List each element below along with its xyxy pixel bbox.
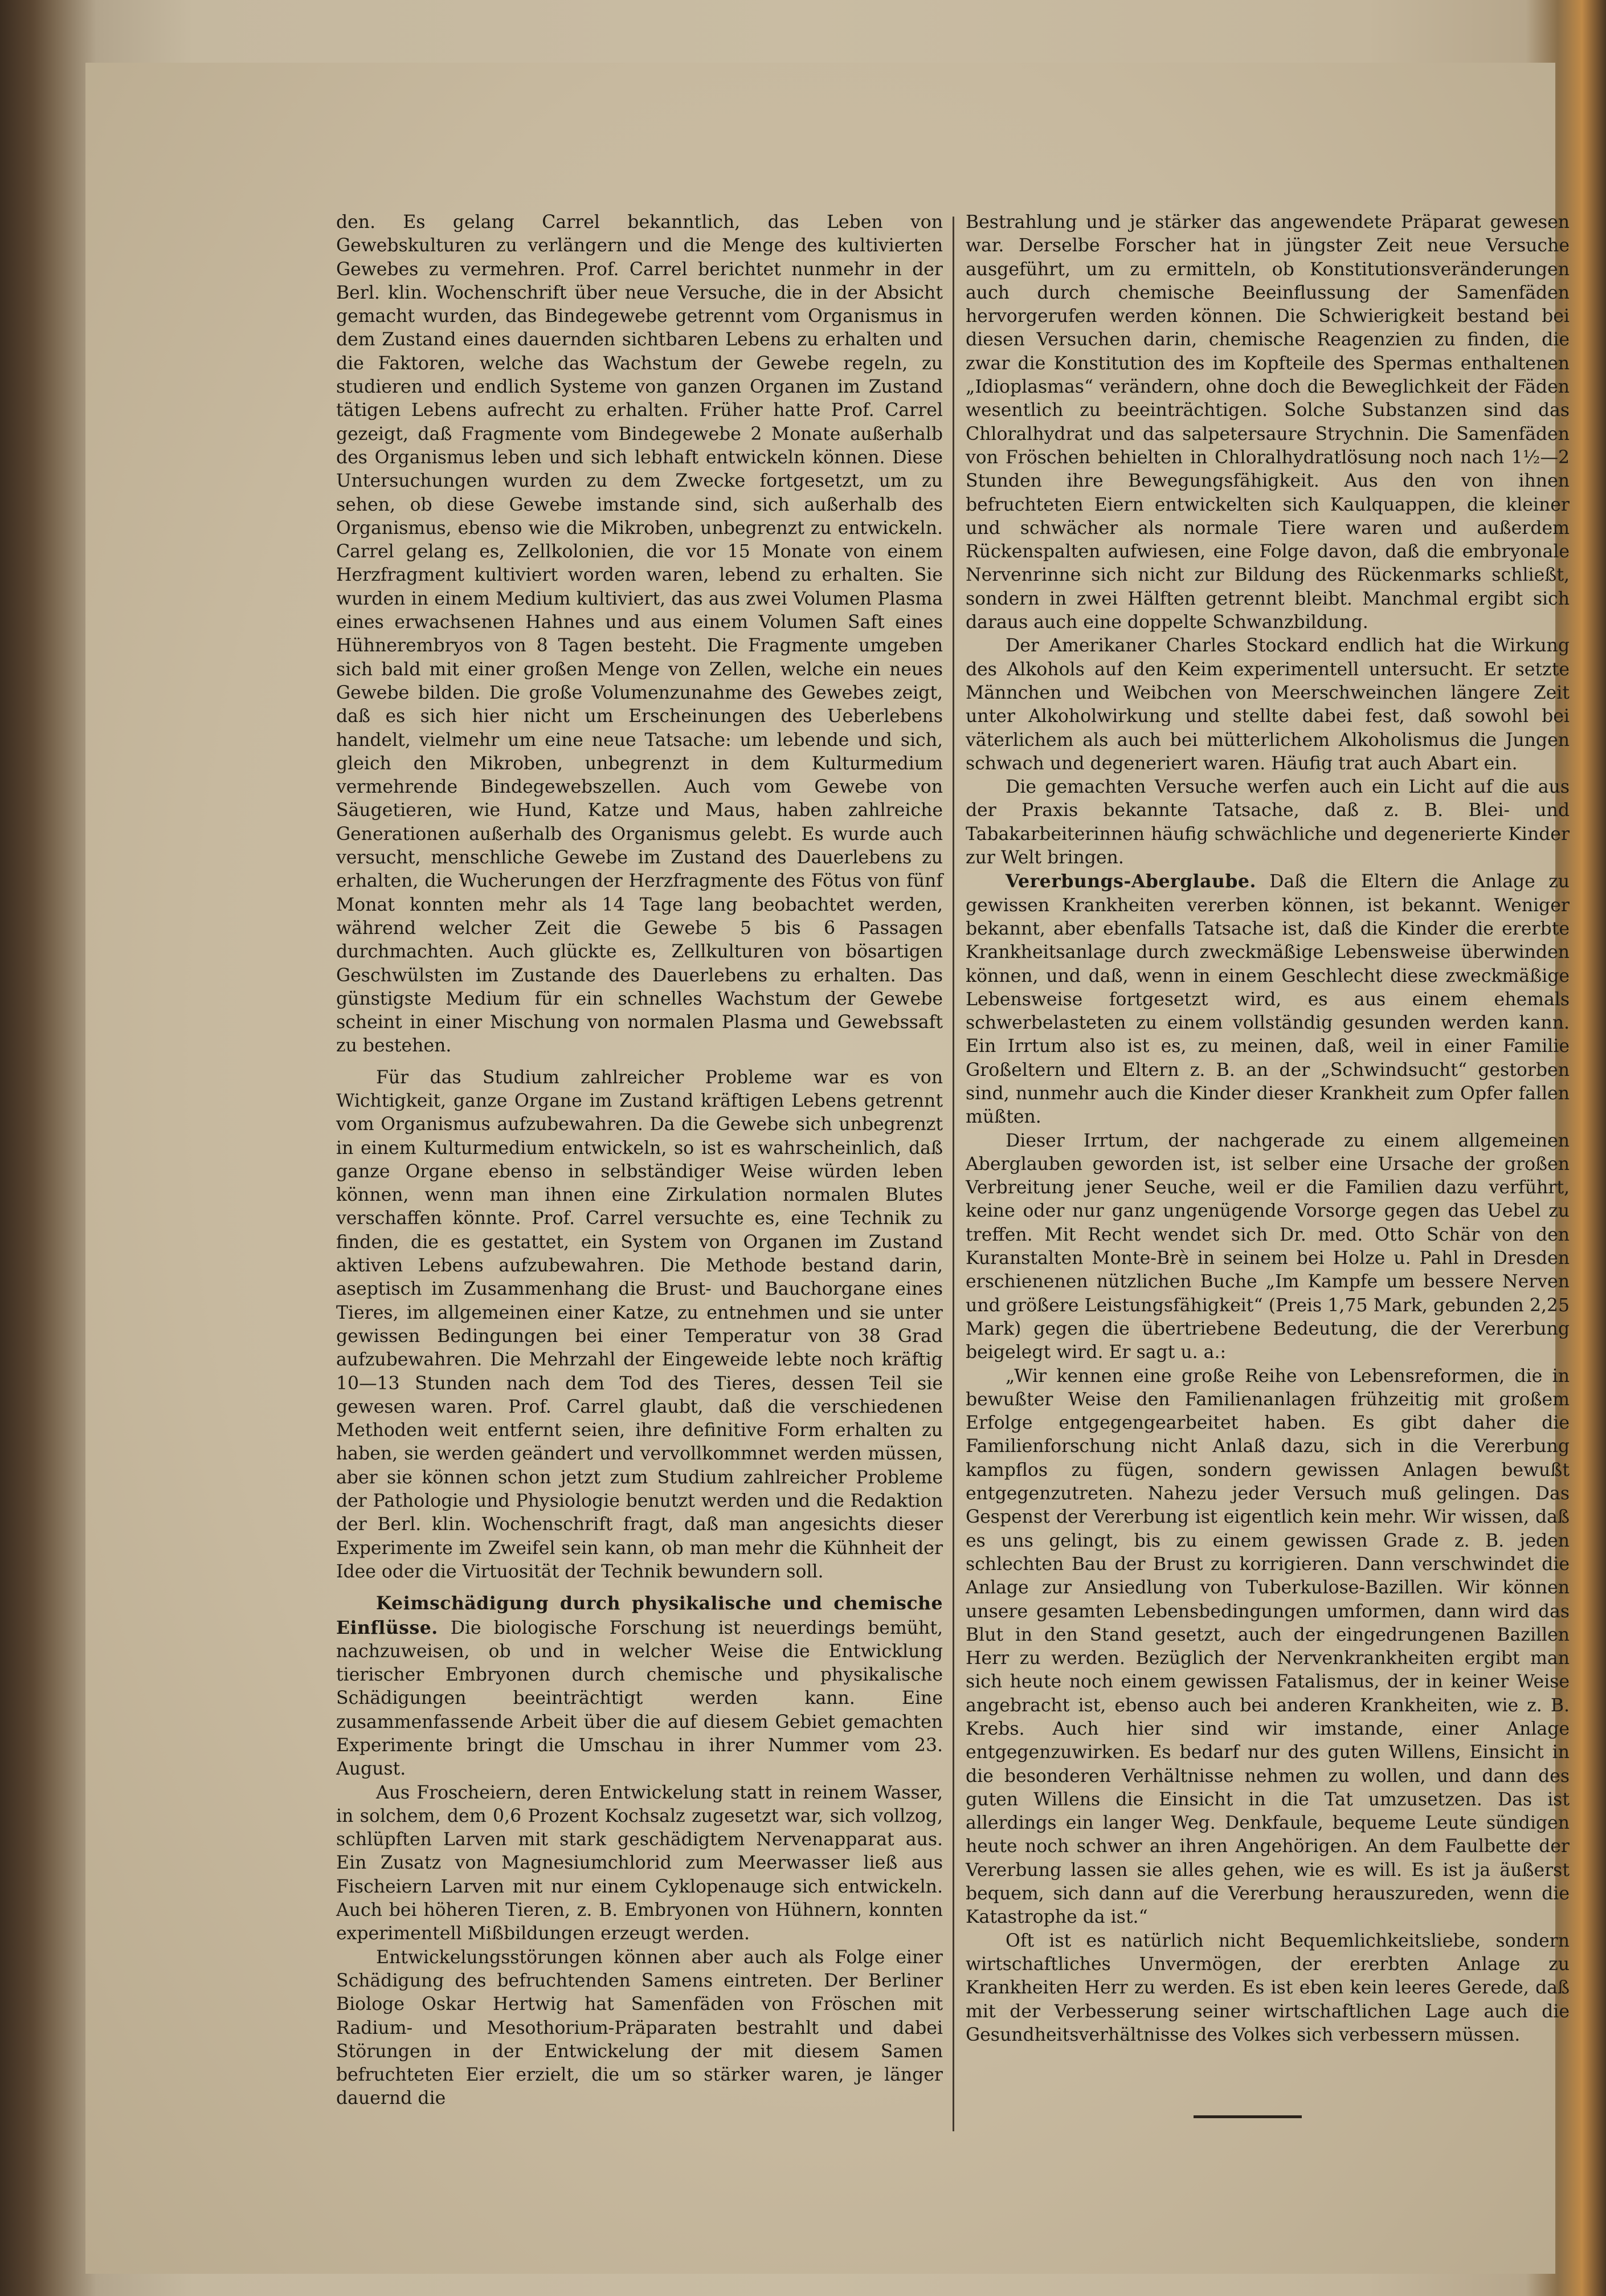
section-heading-vererbungs-aberglaube: Vererbungs-Aberglaube.: [1006, 871, 1256, 892]
paragraph-bestrahlung: Bestrahlung und je stärker das angewendete Präparat gewesen war. Derselbe Forscher hat in jüngster Zeit neue Versuche ausgeführt, um zu ermitteln, ob Konstitutionsveränderungen auch durch chemische Beeinflussung der Samenfäden hervorgerufen werden können. Die Schwierigkeit bestand bei diesen Versuchen darin, chemische Reagenzien zu finden, die zwar die Konstitution des im Kopfteile des Spermas enthaltenen „Idioplasmas“ verändern, ohne doch die Beweglichkeit der Fäden wesentlich zu beeinträchtigen. Solche Substanzen sind das Chloralhydrat und das salpetersaure Strychnin. Die Samenfäden von Fröschen behielten in Chloralhydratlösung noch nach 1½—2 Stunden ihre Bewegungsfähigkeit. Aus den von ihnen befruchteten Eiern entwickelten sich Kaulquappen, die kleiner und schwächer als normale Tiere waren und außerdem Rückenspalten aufwiesen, eine Folge davon, daß die embryonale Nervenrinne sich nicht zur Bildung des Rückenmarks schließt, sondern in zwei Hälften getrennt bleibt. Manchmal ergibt sich daraus auch eine doppelte Schwanzbildung.: [966, 212, 1570, 633]
column-divider: [953, 217, 954, 2131]
end-rule: [1194, 2115, 1302, 2118]
paragraph-keimschaedigung: [336, 1592, 943, 1781]
paragraph-organ-preservation: Für das Studium zahlreicher Probleme war es von Wichtigkeit, ganze Organe im Zustand kräftigen Lebens getrennt vom Organismus aufzubewahren. Da die Gewebe sich unbegrenzt in einem Kulturmedium entwickeln, so ist es wahrscheinlich, daß ganze Organe ebenso in selbständiger Weise würden leben können, wenn man ihnen eine Zirkulation normalen Blutes verschaffen könnte. Prof. Carrel versuchte es, eine Technik zu finden, die es gestattet, ein System von Organen im Zustand aktiven Lebens aufzubewahren. Die Methode bestand darin, aseptisch im Zusammenhang die Brust- und Bauchorgane eines Tieres, im allgemeinen einer Katze, zu entnehmen und sie unter gewissen Bedingungen bei einer Temperatur von 38 Grad aufzubewahren. Die Mehrzahl der Eingeweide lebte noch kräftig 10—13 Stunden nach dem Tod des Tieres, dessen Teil sie gewesen waren. Prof. Carrel glaubt, daß die verschiedenen Methoden weit entfernt seien, ihre definitive Form erhalten zu haben, sie werden geändert und vervollkommnet werden müssen, aber sie können schon jetzt zum Studium zahlreicher Probleme der Pathologie und Physiologie benutzt werden und die Redaktion der Berl. klin. Wochenschrift fragt, daß man angesichts dieser Experimente im Zweifel sein kann, ob man mehr die Kühnheit der Idee oder die Virtuosität der Technik bewundern soll.: [336, 1067, 943, 1582]
paragraph-carrel-cultures: den. Es gelang Carrel bekanntlich, das Leben von Gewebskulturen zu verlängern und die Menge des kultivierten Gewebes zu vermehren. Prof. Carrel berichtet nunmehr in der Berl. klin. Wochenschrift über neue Versuche, die in der Absicht gemacht wurden, das Bindegewebe getrennt vom Organismus in dem Zustand eines dauernden sichtbaren Lebens zu erhalten und die Faktoren, welche das Wachstum der Gewebe regeln, zu studieren und endlich Systeme von ganzen Organen im Zustand tätigen Lebens aufrecht zu erhalten. Früher hatte Prof. Carrel gezeigt, daß Fragmente vom Bindegewebe 2 Monate außerhalb des Organismus leben und sich lebhaft entwickeln können. Diese Untersuchungen wurden zu dem Zwecke fortgesetzt, um zu sehen, ob diese Gewebe imstande sind, sich außerhalb des Organismus, ebenso wie die Mikroben, unbegrenzt zu entwickeln. Carrel gelang es, Zellkolonien, die vor 15 Monate von einem Herzfragment kultiviert worden waren, lebend zu erhalten. Sie wurden in einem Medium kultiviert, das aus zwei Volumen Plasma eines erwachsenen Hahnes und aus einem Volumen Saft eines Hühnerembryos von 8 Tagen besteht. Die Fragmente umgeben sich bald mit einer großen Menge von Zellen, welche ein neues Gewebe bilden. Die große Volumenzunahme des Gewebes zeigt, daß es sich hier nicht um Erscheinungen des Ueberlebens handelt, vielmehr um eine neue Tatsache: um lebende und sich, gleich den Mikroben, unbegrenzt in dem Kulturmedium vermehrende Bindegewebszellen. Auch vom Gewebe von Säugetieren, wie Hund, Katze und Maus, haben zahlreiche Generationen außerhalb des Organismus gelebt. Es wurde auch versucht, menschliche Gewebe im Zustand des Dauerlebens zu erhalten, die Wucherungen der Herzfragmente des Fötus von fünf Monat konnten mehr als 14 Tage lang beobachtet werden, während welcher Zeit die Gewebe 5 bis 6 Passagen durchmachten. Auch glückte es, Zellkulturen von bösartigen Geschwülsten im Zustande des Dauerlebens zu erhalten. Das günstigste Medium für ein schnelles Wachstum der Gewebe scheint in einer Mischung von normalen Plasma und Gewebssaft zu bestehen.: [336, 212, 943, 1057]
paragraph-wirtschaftliches-unvermoegen: Oft ist es natürlich nicht Bequemlichkeitsliebe, sondern wirtschaftliches Unvermögen, der ererbten Anlage zu Krankheiten Herr zu werden. Es ist eben kein leeres Gerede, daß mit der Verbesserung seiner wirtschaftlichen Lage auch die Gesundheitsverhältnisse des Volkes sich verbessern müssen.: [966, 1930, 1570, 2045]
paragraph-froscheier: Aus Froscheiern, deren Entwickelung statt in reinem Wasser, in solchem, dem 0,6 Prozent Kochsalz zugesetzt war, sich vollzog, schlüpften Larven mit stark geschädigtem Nervenapparat aus. Ein Zusatz von Magnesiumchlorid zum Meerwasser ließ aus Fischeiern Larven mit nur einem Cyklopenauge sich entwickeln. Auch bei höheren Tieren, z. B. Embryonen von Hühnern, konnten experimentell Mißbildungen erzeugt werden.: [336, 1782, 943, 1944]
left-column: [336, 211, 943, 2111]
paragraph-text: Daß die Eltern die Anlage zu gewissen Krankheiten vererben können, ist bekannt. Weniger bekannt, aber ebenfalls Tatsache ist, daß die Kinder die ererbte Krankheitsanlage durch zweckmäßige Lebensweise überwinden können, und daß, wenn in einem Geschlecht diese zweckmäßige Lebensweise fortgesetzt wird, es aus einem ehemals schwerbelasteten zu einem vollständig gesunden werden kann. Ein Irrtum also ist es, zu meinen, daß, weil in einer Familie Großeltern und Eltern z. B. an der „Schwindsucht“ gestorben sind, nunmehr auch die Kinder dieser Krankheit zum Opfer fallen müßten.: [966, 871, 1570, 1128]
paragraph-quote-lebensreformen: „Wir kennen eine große Reihe von Lebensreformen, die in bewußter Weise den Familienanlagen frühzeitig mit großem Erfolge entgegengearbeitet haben. Es gibt daher die Familienforschung nicht Anlaß dazu, sich in die Vererbung kampflos zu fügen, sondern gewissen Anlagen bewußt entgegenzutreten. Nahezu jeder Versuch muß gelingen. Das Gespenst der Vererbung ist eigentlich kein mehr. Wir wissen, daß es uns gelingt, bis zu einem gewissen Grade z. B. jeden schlechten Bau der Brust zu korrigieren. Dann verschwindet die Anlage zur Ansiedlung von Tuberkulose-Bazillen. Wir können unsere gesamten Lebensbedingungen umformen, dann wird das Blut in den Stand gesetzt, auch der eingedrungenen Bazillen Herr zu werden. Bezüglich der Nervenkrankheiten ergibt man sich heute noch einem gewissen Fatalismus, der in keiner Weise angebracht ist, ebenso auch bei anderen Krankheiten, wie z. B. Krebs. Auch hier sind wir imstande, einer Anlage entgegenzuwirken. Es bedarf nur des guten Willens, Einsicht in die besonderen Verhältnisse nehmen zu wollen, und dann des guten Willens die Einsicht in die Tat umzusetzen. Das ist allerdings ein langer Weg. Denkfaule, bequeme Leute sündigen heute noch schwer an ihren Angehörigen. An dem Faulbette der Vererbung lassen sie alles gehen, wie es will. Es ist ja äußerst bequem, sich dann auf die Vererbung herauszureden, wenn die Katastrophe da ist.“: [966, 1365, 1570, 1928]
paragraph-praxis: Die gemachten Versuche werfen auch ein Licht auf die aus der Praxis bekannte Tatsache, daß z. B. Blei- und Tabakarbeiterinnen häufig schwächliche und degenerierte Kinder zur Welt bringen.: [966, 777, 1570, 868]
section-heading-keimschaedigung: Keimschädigung durch physikalische und chemische Einflüsse.: [336, 1593, 943, 1638]
right-column: [966, 211, 1570, 2047]
paragraph-vererbungs-aberglaube: [966, 870, 1570, 1129]
paragraph-entwickelungsstoerungen: Entwickelungsstörungen können aber auch als Folge einer Schädigung des befruchtenden Samens eintreten. Der Berliner Biologe Oskar Hertwig hat Samenfäden von Fröschen mit Radium- und Mesothorium-Präparaten bestrahlt und dabei Störungen in der Entwickelung der mit diesem Samen befruchteten Eier erzielt, die um so stärker waren, je länger dauernd die: [336, 1947, 943, 2109]
paragraph-text: Die biologische Forschung ist neuerdings bemüht, nachzuweisen, ob und in welcher Weise die Entwicklung tierischer Embryonen durch chemische und physikalische Schädigungen beeinträchtigt werden kann. Eine zusammenfassende Arbeit über die auf diesem Gebiet gemachten Experimente bringt die Umschau in ihrer Nummer vom 23. August.: [336, 1617, 943, 1780]
paragraph-irrtum: Dieser Irrtum, der nachgerade zu einem allgemeinen Aberglauben geworden ist, ist selber eine Ursache der großen Verbreitung jener Seuche, weil er die Familien dazu verführt, keine oder nur ganz ungenügende Vorsorge gegen das Uebel zu treffen. Mit Recht wendet sich Dr. med. Otto Schär von den Kuranstalten Monte-Brè in seinem bei Holze u. Pahl in Dresden erschienenen nützlichen Buche „Im Kampfe um bessere Nerven und größere Leistungsfähigkeit“ (Preis 1,75 Mark, gebunden 2,25 Mark) gegen die übertriebene Bedeutung, die der Vererbung beigelegt wird. Er sagt u. a.:: [966, 1130, 1570, 1363]
paragraph-stockard: Der Amerikaner Charles Stockard endlich hat die Wirkung des Alkohols auf den Keim experimentell untersucht. Er setzte Männchen und Weibchen von Meerschweinchen längere Zeit unter Alkoholwirkung und stellte dabei fest, daß sowohl bei väterlichem als auch bei mütterlichem Alkoholismus die Jungen schwach und degeneriert waren. Häufig trat auch Abart ein.: [966, 635, 1570, 774]
